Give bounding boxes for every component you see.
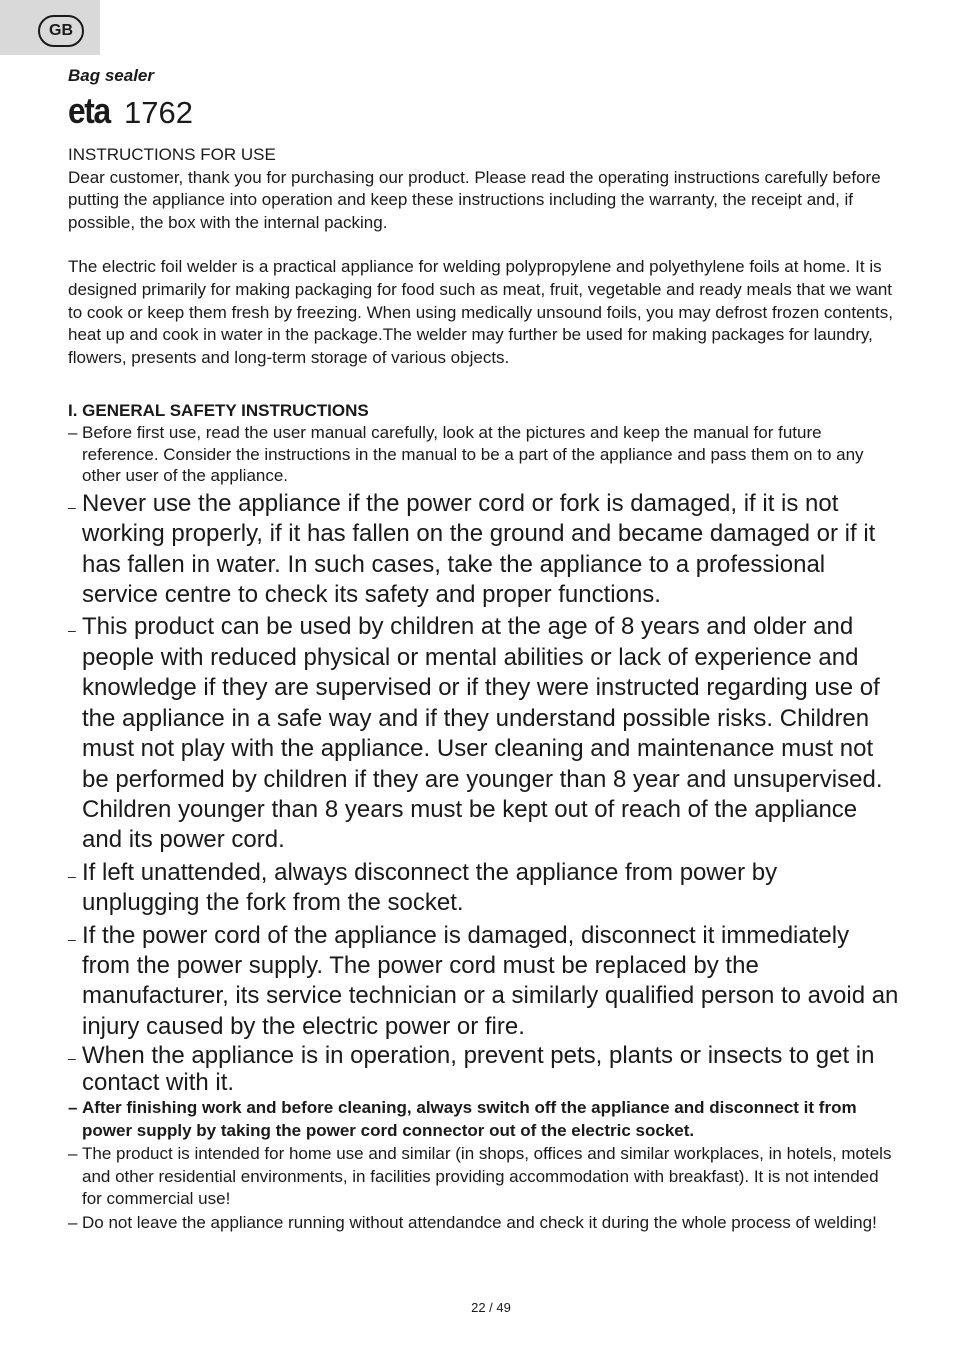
list-item (68, 1212, 900, 1235)
language-tab (0, 0, 100, 55)
list-item-text: When the appliance is in operation, prevent pets, plants or insects to get in contact with it. (82, 1042, 875, 1096)
bullet-dash: – (68, 622, 76, 639)
safety-list (68, 422, 900, 1234)
bullet-dash: – (68, 1212, 78, 1232)
list-item (68, 1143, 900, 1211)
page-number: 22 / 49 (471, 1300, 511, 1315)
bullet-dash: – (68, 1050, 76, 1067)
section-heading: I. GENERAL SAFETY INSTRUCTIONS (68, 401, 369, 421)
intro-heading: INSTRUCTIONS FOR USE (68, 145, 276, 164)
description-paragraph: The electric foil welder is a practical appliance for welding polypropylene and polyethylene foils at home. It is designed primarily for making packaging for food such as meat, fruit, vegetable and ready meals that we want to cook or keep them fresh by freezing. When using medically unsound foils, you may defrost frozen contents, heat up and cook in water in the package.The welder may further be used for making packages for laundry, flowers, presents and long-term storage of various objects. (68, 257, 893, 367)
list-item-text: If the power cord of the appliance is damaged, disconnect it immediately from the power supply. The power cord must be replaced by the manufacturer, its service technician or a similarly qualified person to avoid an injury caused by the electric power or fire. (82, 921, 899, 1040)
list-item-text: This product can be used by children at the age of 8 years and older and people with reduced physical or mental abilities or lack of experience and knowledge if they are supervised or if they were instructed regarding use of the appliance in a safe way and if they understand possible risks. Children must not play with the appliance. User cleaning and maintenance must not be performed by children if they are younger than 8 year and unsupervised. Children younger than 8 years must be kept out of reach of the appliance and its power cord. (82, 613, 883, 854)
model-line (68, 90, 900, 131)
brand-logo: eta (68, 90, 110, 131)
list-item (68, 489, 900, 611)
list-item (68, 921, 900, 1043)
product-type: Bag sealer (68, 66, 154, 85)
bullet-dash: – (68, 423, 78, 443)
list-item-text: Before first use, read the user manual carefully, look at the pictures and keep the manual for future reference. Consider the instructions in the manual to be a part of the appliance and pass them on to any other user of the appliance. (82, 423, 864, 486)
list-item-text: After finishing work and before cleaning, always switch off the appliance and disconnect it from power supply by taking the power cord connector out of the electric socket. (82, 1098, 857, 1140)
list-item-text: Do not leave the appliance running without attendandce and check it during the whole process of welding! (82, 1212, 877, 1232)
list-item-text: Never use the appliance if the power cord or fork is damaged, if it is not working properly, if it has fallen on the ground and became damaged or if it has fallen in water. In such cases, take the appliance to a professional service centre to check its safety and proper functions. (82, 489, 876, 609)
bullet-dash: – (68, 1144, 78, 1164)
list-item (68, 1043, 900, 1096)
list-item-text: If left unattended, always disconnect the appliance from power by unplugging the fork from the socket. (82, 858, 778, 917)
model-number: 1762 (124, 95, 193, 130)
bullet-dash: – (68, 498, 76, 515)
bullet-dash: – (68, 1098, 78, 1118)
manual-content (68, 64, 900, 1234)
list-item (68, 422, 900, 487)
list-item (68, 858, 900, 919)
intro-paragraph: Dear customer, thank you for purchasing our product. Please read the operating instructions carefully before putting the appliance into operation and keep these instructions including the warranty, the receipt and, if possible, the box with the internal packing. (68, 167, 881, 232)
language-badge: GB (38, 15, 84, 47)
list-item-text: The product is intended for home use and similar (in shops, offices and similar workplaces, in hotels, motels and other residential environments, in facilities providing accommodation with breakfast). It is not intended for commercial use! (82, 1144, 892, 1209)
bullet-dash: – (68, 930, 76, 947)
list-item (68, 1097, 900, 1142)
bullet-dash: – (68, 867, 76, 884)
list-item (68, 612, 900, 855)
